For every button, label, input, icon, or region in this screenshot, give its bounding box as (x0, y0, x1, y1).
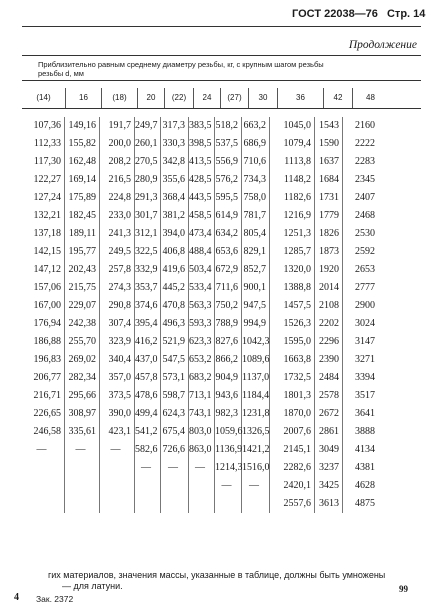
table-cell: 1870,0 (270, 405, 315, 423)
table-cell: 3641 (355, 408, 375, 419)
table-cell: 943,6 (215, 387, 242, 405)
table-cell: 269,02 (65, 351, 100, 369)
table-cell: 2861 (315, 423, 343, 441)
table-cell: 2160 (355, 120, 375, 131)
table-cell: 614,9 (215, 207, 242, 225)
table-cell: — (22, 441, 65, 459)
table-cell: 208,2 (100, 153, 135, 171)
table-cell: 713,1 (189, 387, 215, 405)
footnote-line-2: — для латуни. (62, 581, 123, 591)
table-cell: 1148,2 (270, 171, 315, 189)
table-cell: 788,9 (215, 315, 242, 333)
table-cell: 3049 (315, 441, 343, 459)
table-cell: 353,7 (135, 279, 161, 297)
table-cell: 803,0 (189, 423, 215, 441)
table-cell: 155,82 (65, 135, 100, 153)
table-cell: 2145,1 (270, 441, 315, 459)
column-header: 24 (194, 88, 221, 108)
table-cell: 1045,0 (270, 117, 315, 135)
table-cell: 1873 (315, 243, 343, 261)
table-cell: 1137,0 (242, 369, 270, 387)
table-cell (215, 495, 242, 513)
table-cell: 274,3 (100, 279, 135, 297)
table-cell: 1184,4 (242, 387, 270, 405)
table-cell: 112,33 (22, 135, 65, 153)
table-cell: 189,11 (65, 225, 100, 243)
table-cell: 3888 (355, 426, 375, 437)
table-cell: 2484 (315, 369, 343, 387)
table-cell: 406,8 (161, 243, 189, 261)
table-cell: 167,00 (22, 297, 65, 315)
table-cell: 2283 (355, 156, 375, 167)
table-cell: 634,2 (215, 225, 242, 243)
table-cell: 518,2 (215, 117, 242, 135)
table-cell: 710,6 (242, 153, 270, 171)
table-cell: 312,1 (135, 225, 161, 243)
table-cell: 1089,6 (242, 351, 270, 369)
column-header: 48 (366, 93, 375, 102)
table-cell: 1214,3 (215, 459, 242, 477)
table-cell: 291,3 (135, 189, 161, 207)
table-cell: 852,7 (242, 261, 270, 279)
table-row (22, 189, 421, 207)
table-cell: 2390 (315, 351, 343, 369)
table-row (22, 207, 421, 225)
table-cell: 374,6 (135, 297, 161, 315)
table-cell: 428,5 (189, 171, 215, 189)
table-cell: 215,75 (65, 279, 100, 297)
table-cell: 1595,0 (270, 333, 315, 351)
column-header: 42 (324, 88, 353, 108)
table-cell: 191,7 (100, 117, 135, 135)
table-cell: 249,7 (135, 117, 161, 135)
table-cell: — (242, 477, 270, 495)
table-cell: 142,15 (22, 243, 65, 261)
column-header: 30 (249, 88, 278, 108)
table-cell: 202,43 (65, 261, 100, 279)
table-cell: 503,4 (189, 261, 215, 279)
table-cell: 758,0 (242, 189, 270, 207)
document-header (292, 8, 426, 20)
table-cell: — (189, 459, 215, 477)
table-cell: — (100, 441, 135, 459)
right-page-number: 99 (399, 584, 408, 594)
table-cell: 1637 (315, 153, 343, 171)
table-cell: 226,65 (22, 405, 65, 423)
column-header: 20 (138, 88, 165, 108)
table-cell: 458,5 (189, 207, 215, 225)
table-cell: 1732,5 (270, 369, 315, 387)
table-row (22, 477, 421, 495)
table-cell: 117,30 (22, 153, 65, 171)
table-cell: 4628 (355, 480, 375, 491)
table-cell: 866,2 (215, 351, 242, 369)
table-cell: 595,5 (215, 189, 242, 207)
table-cell: 473,4 (189, 225, 215, 243)
table-row (22, 171, 421, 189)
table-row (22, 333, 421, 351)
table-cell: 3425 (315, 477, 343, 495)
table-cell: 1285,7 (270, 243, 315, 261)
table-cell: 317,3 (161, 117, 189, 135)
table-cell: 470,8 (161, 297, 189, 315)
table-cell (65, 459, 100, 477)
table-cell: 445,2 (161, 279, 189, 297)
table-row (22, 261, 421, 279)
table-cell: 186,88 (22, 333, 65, 351)
table-cell: 2222 (355, 138, 375, 149)
table-cell: 663,2 (242, 117, 270, 135)
table-cell: 1779 (315, 207, 343, 225)
table-cell: 206,77 (22, 369, 65, 387)
caption-line-2: резьбы d, мм (38, 69, 84, 78)
column-header: (14) (22, 88, 66, 108)
table-cell: 437,0 (135, 351, 161, 369)
table-cell: 3271 (355, 354, 375, 365)
table-cell (189, 495, 215, 513)
table-cell: 413,5 (189, 153, 215, 171)
table-cell: 653,2 (189, 351, 215, 369)
table-cell: 394,0 (161, 225, 189, 243)
table-cell: 1826 (315, 225, 343, 243)
table-cell: 1216,9 (270, 207, 315, 225)
table-cell: 301,7 (135, 207, 161, 225)
table-cell: 216,5 (100, 171, 135, 189)
table-cell: 533,4 (189, 279, 215, 297)
table-cell: 368,4 (161, 189, 189, 207)
table-cell: 672,9 (215, 261, 242, 279)
table-cell: 1388,8 (270, 279, 315, 297)
column-header: 16 (66, 88, 102, 108)
table-cell: 1136,9 (215, 441, 242, 459)
table-cell: 308,97 (65, 405, 100, 423)
table-cell: 556,9 (215, 153, 242, 171)
table-cell: 1526,3 (270, 315, 315, 333)
table-cell: 3237 (315, 459, 343, 477)
table-cell: 147,12 (22, 261, 65, 279)
table-cell: 282,34 (65, 369, 100, 387)
column-header: (22) (165, 88, 194, 108)
table-cell: 947,5 (242, 297, 270, 315)
table-cell: 743,1 (189, 405, 215, 423)
table-cell: 1457,5 (270, 297, 315, 315)
table-cell: 241,3 (100, 225, 135, 243)
table-cell: 2420,1 (270, 477, 315, 495)
table-cell: 249,5 (100, 243, 135, 261)
table-cell: 457,8 (135, 369, 161, 387)
table-cell: 2202 (315, 315, 343, 333)
table-row (22, 153, 421, 171)
table-cell: 175,89 (65, 189, 100, 207)
table-cell: 496,3 (161, 315, 189, 333)
column-header: (18) (102, 88, 138, 108)
page-label: Стр. 14 (386, 8, 426, 20)
table-cell: 1320,0 (270, 261, 315, 279)
table-cell: 246,58 (22, 423, 65, 441)
table-cell (22, 477, 65, 495)
table-cell: 200,0 (100, 135, 135, 153)
table-cell: 443,5 (189, 189, 215, 207)
table-cell: 307,4 (100, 315, 135, 333)
table-cell: 355,6 (161, 171, 189, 189)
table-cell: 827,6 (215, 333, 242, 351)
table-cell: — (215, 477, 242, 495)
table-cell: 2407 (355, 192, 375, 203)
table-cell: 169,14 (65, 171, 100, 189)
table-cell: 255,70 (65, 333, 100, 351)
table-cell: 683,2 (189, 369, 215, 387)
table-cell: 653,6 (215, 243, 242, 261)
table-cell: 1231,8 (242, 405, 270, 423)
table-cell: 1663,8 (270, 351, 315, 369)
table-row (22, 315, 421, 333)
table-row (22, 279, 421, 297)
table-cell: 323,9 (100, 333, 135, 351)
table-cell: 499,4 (135, 405, 161, 423)
table-cell: — (161, 459, 189, 477)
table-cell: 541,2 (135, 423, 161, 441)
table-cell: 1731 (315, 189, 343, 207)
table-cell: 2672 (315, 405, 343, 423)
table-cell: 149,16 (65, 117, 100, 135)
table-cell: 1684 (315, 171, 343, 189)
table-row (22, 459, 421, 477)
data-table (22, 117, 421, 513)
table-cell: — (135, 459, 161, 477)
left-page-number: 4 (14, 592, 19, 603)
table-cell: 1079,4 (270, 135, 315, 153)
table-cell: 3024 (355, 318, 375, 329)
table-cell: 573,1 (161, 369, 189, 387)
table-cell (242, 495, 270, 513)
table-cell: 229,07 (65, 297, 100, 315)
table-cell: 829,1 (242, 243, 270, 261)
table-cell: 623,3 (189, 333, 215, 351)
table-cell: 295,66 (65, 387, 100, 405)
table-cell: 157,06 (22, 279, 65, 297)
table-cell: 195,77 (65, 243, 100, 261)
table-cell: 488,4 (189, 243, 215, 261)
table-cell: 1182,6 (270, 189, 315, 207)
table-cell: 357,0 (100, 369, 135, 387)
table-row (22, 369, 421, 387)
table-cell: 805,4 (242, 225, 270, 243)
table-row (22, 405, 421, 423)
table-cell: 107,36 (22, 117, 65, 135)
table-cell: 547,5 (161, 351, 189, 369)
table-row (22, 423, 421, 441)
table-cell: 2653 (355, 264, 375, 275)
continuation-label: Продолжение (348, 39, 417, 51)
caption-line-1: Приблизительно равным среднему диаметру резьбы, кг, с крупным шагом резьбы (38, 60, 324, 69)
table-cell: 2592 (355, 246, 375, 257)
table-cell (161, 495, 189, 513)
table-cell: 675,4 (161, 423, 189, 441)
caption-rule (22, 80, 421, 81)
table-row (22, 117, 421, 135)
table-cell: 2108 (315, 297, 343, 315)
table-cell: 726,6 (161, 441, 189, 459)
table-cell (135, 495, 161, 513)
standard-number: ГОСТ 22038—76 (292, 8, 378, 20)
table-cell: 686,9 (242, 135, 270, 153)
table-cell: 1059,6 (215, 423, 242, 441)
footnote (48, 570, 408, 592)
table-cell: 3394 (355, 372, 375, 383)
table-cell: 260,1 (135, 135, 161, 153)
order-number: Зак. 2372 (36, 594, 74, 604)
table-cell: 4134 (355, 444, 375, 455)
table-cell (100, 495, 135, 513)
table-cell: 233,0 (100, 207, 135, 225)
table-top-rule (22, 55, 421, 56)
column-header-row (22, 88, 421, 109)
table-cell: 2900 (355, 300, 375, 311)
table-cell: 127,24 (22, 189, 65, 207)
table-cell: 1421,2 (242, 441, 270, 459)
table-cell: 1516,0 (242, 459, 270, 477)
table-cell: 624,3 (161, 405, 189, 423)
table-cell: 1042,3 (242, 333, 270, 351)
table-cell: 4875 (355, 498, 375, 509)
table-row (22, 495, 421, 513)
table-row (22, 225, 421, 243)
table-cell: 290,8 (100, 297, 135, 315)
table-cell: 224,8 (100, 189, 135, 207)
table-cell: 342,8 (161, 153, 189, 171)
table-cell: 137,18 (22, 225, 65, 243)
table-cell (189, 477, 215, 495)
header-rule (22, 26, 421, 27)
table-cell: 419,6 (161, 261, 189, 279)
table-cell: 280,9 (135, 171, 161, 189)
table-cell: 270,5 (135, 153, 161, 171)
table-cell (100, 477, 135, 495)
footnote-line-1: гих материалов, значения массы, указанные в таблице, должны быть умножены (48, 570, 386, 580)
table-cell: 1113,8 (270, 153, 315, 171)
table-cell: 2578 (315, 387, 343, 405)
table-cell: 176,94 (22, 315, 65, 333)
table-cell: 478,6 (135, 387, 161, 405)
table-cell (65, 477, 100, 495)
table-cell: 994,9 (242, 315, 270, 333)
table-row (22, 297, 421, 315)
table-cell: 900,1 (242, 279, 270, 297)
table-cell: 537,5 (215, 135, 242, 153)
table-cell: 390,0 (100, 405, 135, 423)
table-row (22, 135, 421, 153)
table-caption (38, 60, 418, 78)
table-cell: 340,4 (100, 351, 135, 369)
table-cell: 1801,3 (270, 387, 315, 405)
table-cell: 3517 (355, 390, 375, 401)
table-cell: 196,83 (22, 351, 65, 369)
table-cell: 423,1 (100, 423, 135, 441)
table-row (22, 243, 421, 261)
table-cell: 132,21 (22, 207, 65, 225)
table-cell: 1251,3 (270, 225, 315, 243)
table-row (22, 387, 421, 405)
table-cell: 416,2 (135, 333, 161, 351)
table-cell: 335,61 (65, 423, 100, 441)
table-cell: 395,4 (135, 315, 161, 333)
table-cell: 182,45 (65, 207, 100, 225)
table-cell: 711,6 (215, 279, 242, 297)
table-cell: 2530 (355, 228, 375, 239)
column-header: 36 (278, 88, 324, 108)
table-cell: 750,2 (215, 297, 242, 315)
table-row (22, 441, 421, 459)
table-cell: 781,7 (242, 207, 270, 225)
table-cell: 383,5 (189, 117, 215, 135)
table-cell: 582,6 (135, 441, 161, 459)
table-cell: 3613 (315, 495, 343, 513)
table-cell: 521,9 (161, 333, 189, 351)
table-cell: 904,9 (215, 369, 242, 387)
table-cell: 2468 (355, 210, 375, 221)
table-cell: 122,27 (22, 171, 65, 189)
table-cell: 2345 (355, 174, 375, 185)
table-cell: 2282,6 (270, 459, 315, 477)
table-cell: 863,0 (189, 441, 215, 459)
table-cell: 593,3 (189, 315, 215, 333)
table-cell (100, 459, 135, 477)
table-cell: 3147 (355, 336, 375, 347)
table-cell: 373,5 (100, 387, 135, 405)
table-cell: 2777 (355, 282, 375, 293)
table-cell: 2014 (315, 279, 343, 297)
table-cell: 381,2 (161, 207, 189, 225)
table-cell: 1326,5 (242, 423, 270, 441)
table-cell: 1543 (315, 117, 343, 135)
table-cell: 982,3 (215, 405, 242, 423)
column-header: (27) (221, 88, 249, 108)
table-cell: 162,48 (65, 153, 100, 171)
table-cell: 242,38 (65, 315, 100, 333)
table-cell (135, 477, 161, 495)
table-cell: 2007,6 (270, 423, 315, 441)
table-cell: 1590 (315, 135, 343, 153)
table-row (22, 351, 421, 369)
table-cell: 598,7 (161, 387, 189, 405)
table-cell: 2557,6 (270, 495, 315, 513)
table-cell: 398,5 (189, 135, 215, 153)
table-cell: 734,3 (242, 171, 270, 189)
table-cell (22, 495, 65, 513)
table-cell: 1920 (315, 261, 343, 279)
table-cell: 4381 (355, 462, 375, 473)
table-cell (22, 459, 65, 477)
table-cell: 322,5 (135, 243, 161, 261)
table-cell: 330,3 (161, 135, 189, 153)
table-cell (65, 495, 100, 513)
table-cell: 563,3 (189, 297, 215, 315)
table-cell: 2296 (315, 333, 343, 351)
table-cell: 576,2 (215, 171, 242, 189)
table-cell: 257,8 (100, 261, 135, 279)
table-cell: 332,9 (135, 261, 161, 279)
table-cell: 216,71 (22, 387, 65, 405)
table-cell: — (65, 441, 100, 459)
table-cell (161, 477, 189, 495)
